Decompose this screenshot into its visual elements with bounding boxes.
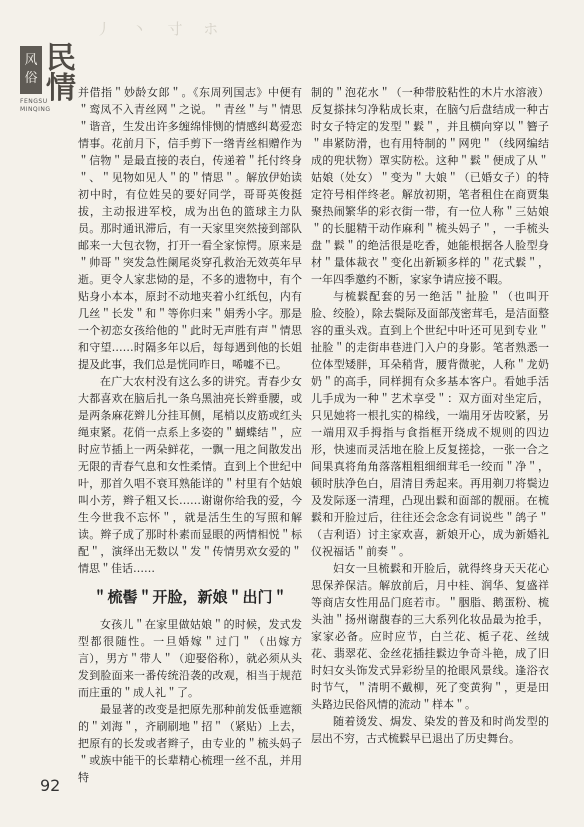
- left-paragraph-4: 最显著的改变是把原先那种前发低垂遮额的＂刘海＂，齐刷刷地＂招＂（紧贴）上去，把原有的长发或者辫子，由专业的＂梳头妈子＂或族中能干的长辈精心梳理一丝不乱，并用特: [78, 703, 302, 784]
- logo-char-su: 俗: [24, 71, 38, 86]
- right-paragraph-1: 制的＂泡花水＂（一种带胶粘性的木片水溶液）反复搽抹匀净粘成长束，在脑勺后盘结成一种古时女子特定的发型＂鬏＂，并且横向穿以＂簪子＂串紧防滑，也有用特制的＂网兜＂（线网编结成的兜状物）罩实防松。这种＂鬏＂便成了从＂姑娘（处女）＂变为＂大娘＂（已婚女子）的特定符号相伴终老。解放初期，笔者租住在商贾集聚热闹繁华的彩衣街一带，有一位人称＂三姑娘＂的长腿精干动作麻利＂梳头妈子＂，一手梳头盘＂鬏＂的绝活很是吃香，她能根据各人脸型身材＂量体裁衣＂变化出新颖多样的＂花式鬏＂，一年四季邀约不断，家家争请应接不暇。: [311, 86, 549, 286]
- logo-big-chars: 民情: [46, 41, 76, 106]
- left-paragraph-1: 并借指＂妙龄女郎＂。《东周列国志》中便有＂鸾凤不入青丝网＂之说。＂青丝＂与＂情思＂谐音，生发出许多缠绵悱恻的情感纠葛爱恋情事。花前月下，信手剪下一绺青丝相赠作为＂信物＂是最直接的表白，传递着＂托付终身＂、＂见物如见人＂的＂情思＂。解放伊始读初中时，有位姓吴的要好同学，哥哥英俊挺拔，主动报进军校，成为出色的篮球主力队员。那时通讯滞后，有一天家里突然接到部队邮来一大包衣物，打开一看全家惊愕。原来是＂帅哥＂突发急性阑尾炎穿孔救治无效英年早逝。更令人家悲恸的是，不多的遗物中，有个贴身小本本，原封不动地夹着小红纸包，内有几丝＂长发＂和＂等你归来＂娟秀小字。那是一个初恋女孩给他的＂此时无声胜有声＂情思和守望……时隔多年以后，每每遇到他的长姐提及此事，我们总是恍同昨日，唏嘘不已。: [78, 86, 302, 371]
- right-column: [311, 84, 549, 747]
- left-column: [78, 84, 302, 786]
- section-logo: [20, 41, 78, 120]
- logo-en-line-1: FENGSU: [20, 98, 48, 105]
- logo-char-feng: 风: [24, 53, 38, 68]
- right-paragraph-4: 随着烫发、焗发、染发的普及和时尚发型的层出不穷，古式梳鬏早已退出了历史舞台。: [311, 715, 549, 745]
- right-paragraph-3: 妇女一旦梳鬏和开脸后，就得终身天天花心思保养保洁。解放前后，月中桂、润华、复盛祥等商店女性用品门庭若市。＂胭脂、鹅蛋粉、梳头油＂扬州谢馥春的三大系列化妆品最为抢手，家家必备。应时应节，白兰花、栀子花、丝绒花、翡翠花、金丝花插挂鬏边争奇斗艳，成了旧时妇女头饰发式异彩纷呈的抢眼风景线。逢浴衣时节气，＂清明不戴柳，死了变黄狗＂，更是田头路边民俗风情的流动＂样本＂。: [311, 562, 549, 711]
- logo-english: [20, 98, 51, 114]
- logo-en-line-2: MINQING: [20, 106, 51, 113]
- left-paragraph-3: 女孩儿＂在家里做姑娘＂的时候，发式发型都很随性。一旦婚嫁＂过门＂（出嫁方言），男方＂带人＂（迎娶俗称），就必须从头发到脸面来一番传统沿袭的改观，相当于规范而庄重的＂成人礼＂了。: [78, 618, 302, 699]
- section-logo-box: [20, 46, 42, 94]
- right-paragraph-2: 与梳鬏配套的另一绝活＂扯脸＂（也叫开脸、绞脸），除去鬓际及面部茂密茸毛，是洁面整容的重头戏。直到上个世纪中叶还可见到专业＂扯脸＂的走街串巷进门入户的身影。笔者熟悉一位体型矮胖，耳朵稍背，腰背微驼，人称＂龙奶奶＂的高手，同样拥有众多基本客户。看她手活儿手成为一种＂艺术享受＂：双方面对坐定后，只见她将一根扎实的棉线，一端用牙齿咬紧，另一端用双手拇指与食指框开绕成不规则的四边形，快速而灵活地在脸上反复搓捻，一张一合之间果真将角角落落粗粗细细茸毛一绞而＂净＂，顿时肤净色白，眉清目秀起来。再用剃刀将鬓边及发际逐一清理，凸现出鬏和面部的靓丽。在梳鬏和开脸过后，往往还会念念有词说些＂鸽子＂（吉利语）讨主家欢喜，新娘开心，成为新婚礼仪祝福话＂前奏＂。: [311, 290, 549, 558]
- faint-header-text: 丿 丶 寸 ホ: [96, 20, 227, 38]
- left-paragraph-2: 在广大农村没有这么多的讲究。青春少女大都喜欢在脑后扎一条乌黑油亮长辫垂腰，或是两条麻花辫儿分挂耳侧，尾梢以皮筋或红头绳束紧。花俏一点系上多姿的＂蝴蝶结＂，应时应节插上一两朵鲜花，一飘一甩之间散发出无限的青春气息和女性柔情。直到上个世纪中叶，那首久唱不衰耳熟能详的＂村里有个姑娘叫小芳，辫子粗又长……谢谢你给我的爱，今生今世我不忘怀＂，就是活生生的写照和解读。辫子成了那时朴素而显眼的两情相悦＂标配＂，演绎出无数以＂发＂传情男欢女爱的＂情思＂佳话……: [78, 375, 302, 575]
- page-number: 92: [40, 776, 61, 795]
- section-heading: ＂梳髻＂开脸，新娘＂出门＂: [92, 588, 288, 606]
